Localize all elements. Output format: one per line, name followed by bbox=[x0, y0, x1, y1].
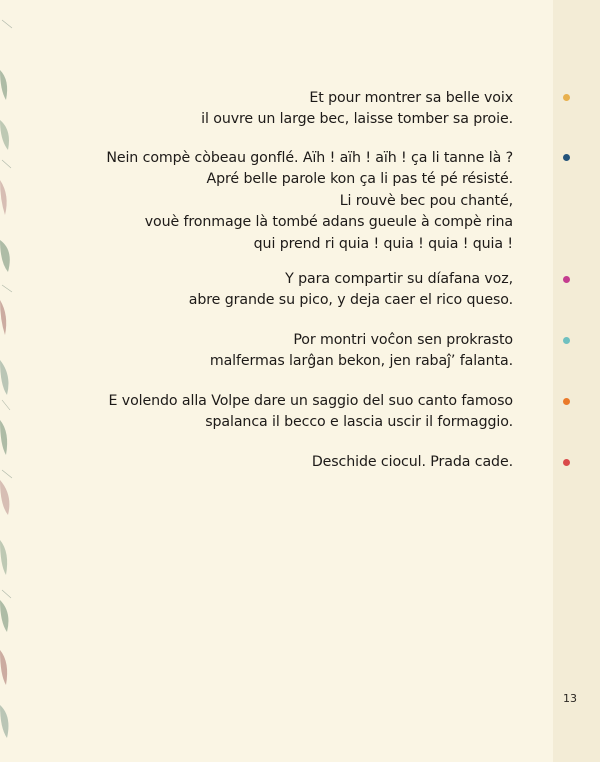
stanza-romanian bbox=[53, 452, 513, 473]
verse-line: abre grande su pico, y deja caer el rico queso. bbox=[188, 292, 513, 309]
verse-line: spalanca il becco e lascia uscir il formaggio. bbox=[205, 414, 513, 431]
stanza-french bbox=[53, 88, 513, 131]
verse-line: Li rouvè bec pou chanté, bbox=[339, 192, 513, 209]
verse-line: Et pour montrer sa belle voix bbox=[309, 90, 513, 106]
stanza-spanish bbox=[53, 269, 513, 312]
stanza-marker-dot bbox=[563, 154, 570, 161]
stanza-creole bbox=[53, 148, 513, 255]
leaf-border-decoration bbox=[0, 0, 18, 762]
right-margin-band bbox=[553, 0, 600, 762]
stanza-marker-dot bbox=[563, 94, 570, 101]
stanza-marker-dot bbox=[563, 337, 570, 344]
verse-line: Por montri voĉon sen prokrasto bbox=[293, 332, 513, 348]
verse-line: Apré belle parole kon ça li pas té pé résisté. bbox=[206, 171, 513, 188]
page-number: 13 bbox=[563, 692, 577, 705]
stanza-marker-dot bbox=[563, 398, 570, 405]
stanza-marker-dot bbox=[563, 459, 570, 466]
verse-line: il ouvre un large bec, laisse tomber sa proie. bbox=[201, 111, 513, 128]
stanza-esperanto bbox=[53, 330, 513, 373]
verse-line: malfermas larĝan bekon, jen rabaĵ’ falanta. bbox=[209, 353, 513, 370]
verse-line: Nein compè còbeau gonflé. Aïh ! aïh ! aïh ! ça li tanne là ? bbox=[106, 150, 513, 166]
verse-line: E volendo alla Volpe dare un saggio del suo canto famoso bbox=[108, 393, 513, 409]
verse-line: vouè fronmage là tombé adans gueule à compè rina bbox=[144, 214, 513, 231]
verse-line: Deschide ciocul. Prada cade. bbox=[311, 454, 513, 470]
verse-line: Y para compartir su díafana voz, bbox=[285, 271, 513, 287]
stanza-italian bbox=[53, 391, 513, 434]
stanza-marker-dot bbox=[563, 276, 570, 283]
verse-line: qui prend ri quia ! quia ! quia ! quia ! bbox=[253, 235, 513, 252]
